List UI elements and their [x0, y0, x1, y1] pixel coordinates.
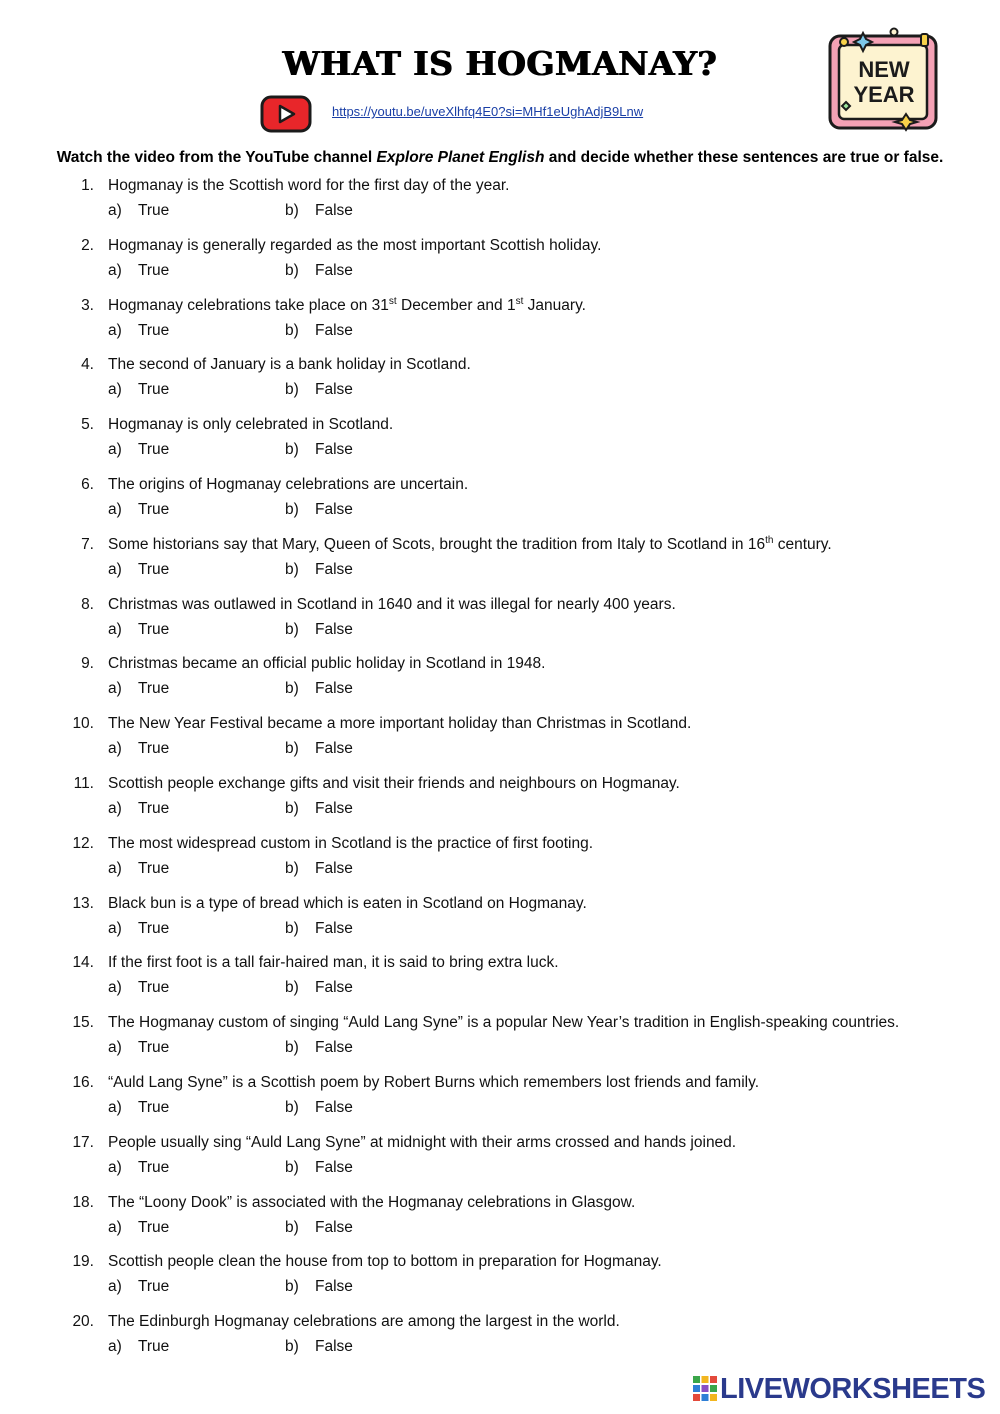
- option-true[interactable]: a) True: [108, 1098, 170, 1116]
- option-false[interactable]: b) False: [285, 859, 353, 877]
- page-title: WHAT IS HOGMANAY?: [282, 44, 718, 83]
- option-true[interactable]: a) True: [108, 740, 170, 758]
- question-number: 11.: [73, 774, 94, 792]
- question-number: 18.: [72, 1193, 94, 1211]
- question-number: 16.: [72, 1073, 94, 1091]
- question-item: [0, 176, 1000, 236]
- question-number: 14.: [72, 954, 94, 972]
- option-false[interactable]: b) False: [285, 1158, 353, 1176]
- question-text: The origins of Hogmanay celebrations are uncertain.: [108, 475, 469, 493]
- question-text: Hogmanay celebrations take place on 31st December and 1st January.: [108, 295, 586, 314]
- question-number: 3.: [81, 296, 94, 314]
- question-number: 9.: [81, 655, 94, 673]
- option-true[interactable]: a) True: [108, 799, 170, 817]
- option-false[interactable]: b) False: [285, 740, 353, 758]
- question-text: “Auld Lang Syne” is a Scottish poem by Robert Burns which remembers lost friends and family.: [108, 1073, 759, 1091]
- question-number: 5.: [81, 416, 94, 434]
- question-number: 12.: [72, 834, 94, 852]
- question-number: 8.: [81, 595, 94, 613]
- question-item: [0, 1133, 1000, 1193]
- question-item: [0, 894, 1000, 954]
- option-false[interactable]: b) False: [285, 1278, 353, 1296]
- question-item: [0, 475, 1000, 535]
- option-true[interactable]: a) True: [108, 261, 170, 279]
- option-false[interactable]: b) False: [285, 1098, 353, 1116]
- question-item: [0, 834, 1000, 894]
- question-number: 17.: [72, 1133, 94, 1151]
- question-number: 6.: [81, 475, 94, 493]
- option-false[interactable]: b) False: [285, 202, 353, 219]
- question-item: [0, 774, 1000, 834]
- question-item: [0, 654, 1000, 714]
- question-item: [0, 355, 1000, 415]
- question-item: [0, 1252, 1000, 1312]
- option-false[interactable]: b) False: [285, 500, 353, 518]
- question-item: [0, 595, 1000, 655]
- question-number: 7.: [81, 535, 94, 553]
- question-text: Christmas became an official public holiday in Scotland in 1948.: [108, 655, 546, 673]
- brand-name: LIVEWORKSHEETS: [720, 1372, 986, 1405]
- question-item: [0, 296, 1000, 356]
- question-item: [0, 1013, 1000, 1073]
- option-true[interactable]: a) True: [108, 1218, 170, 1236]
- question-item: [0, 535, 1000, 595]
- instructions: Watch the video from the YouTube channel Explore Planet English and decide whether these sentences are true or false.: [56, 149, 944, 166]
- option-true[interactable]: a) True: [108, 859, 170, 877]
- option-false[interactable]: b) False: [285, 321, 353, 339]
- question-text: Black bun is a type of bread which is eaten in Scotland on Hogmanay.: [108, 894, 587, 912]
- option-true[interactable]: a) True: [108, 979, 170, 997]
- option-false[interactable]: b) False: [285, 680, 353, 698]
- option-true[interactable]: a) True: [108, 1039, 170, 1057]
- option-false[interactable]: b) False: [285, 979, 353, 997]
- option-true[interactable]: a) True: [108, 620, 170, 638]
- video-link[interactable]: https://youtu.be/uveXlhfq4E0?si=MHf1eUghAdjB9Lnw: [332, 104, 644, 119]
- question-text: Hogmanay is only celebrated in Scotland.: [108, 416, 394, 434]
- option-false[interactable]: b) False: [285, 799, 353, 817]
- question-item: [0, 1193, 1000, 1253]
- question-text: Scottish people exchange gifts and visit their friends and neighbours on Hogmanay.: [108, 774, 680, 792]
- question-item: [0, 415, 1000, 475]
- question-number: 4.: [81, 356, 94, 374]
- option-true[interactable]: a) True: [108, 1158, 170, 1176]
- option-true[interactable]: a) True: [108, 381, 170, 399]
- question-text: The New Year Festival became a more important holiday than Christmas in Scotland.: [108, 715, 692, 733]
- question-text: People usually sing “Auld Lang Syne” at midnight with their arms crossed and hands joined.: [108, 1133, 737, 1151]
- option-true[interactable]: a) True: [108, 202, 170, 219]
- liveworksheets-brand: [692, 1372, 985, 1406]
- option-true[interactable]: a) True: [108, 1338, 170, 1356]
- option-true[interactable]: a) True: [108, 680, 170, 698]
- question-number: 13.: [72, 894, 94, 912]
- question-text: Christmas was outlawed in Scotland in 1640 and it was illegal for nearly 400 years.: [108, 595, 676, 613]
- option-true[interactable]: a) True: [108, 560, 170, 578]
- question-text: The most widespread custom in Scotland is the practice of first footing.: [108, 834, 594, 852]
- option-false[interactable]: b) False: [285, 919, 353, 937]
- badge-line-1: NEW: [858, 57, 910, 82]
- option-true[interactable]: a) True: [108, 441, 170, 459]
- option-true[interactable]: a) True: [108, 321, 170, 339]
- question-text: The Hogmanay custom of singing “Auld Lang Syne” is a popular New Year’s tradition in English-speaking countries.: [108, 1014, 900, 1032]
- question-number: 10.: [72, 715, 94, 733]
- question-item: [0, 1073, 1000, 1133]
- option-false[interactable]: b) False: [285, 1218, 353, 1236]
- question-text: The Edinburgh Hogmanay celebrations are among the largest in the world.: [108, 1313, 620, 1331]
- question-number: 20.: [72, 1313, 94, 1331]
- question-item: [0, 1312, 1000, 1372]
- youtube-play-icon[interactable]: [260, 95, 312, 133]
- liveworksheets-logo-icon: [692, 1375, 718, 1403]
- option-false[interactable]: b) False: [285, 620, 353, 638]
- question-text: The “Loony Dook” is associated with the Hogmanay celebrations in Glasgow.: [108, 1193, 636, 1211]
- question-number: 1.: [81, 177, 94, 194]
- option-true[interactable]: a) True: [108, 1278, 170, 1296]
- question-text: Scottish people clean the house from top to bottom in preparation for Hogmanay.: [108, 1253, 662, 1271]
- question-item: [0, 236, 1000, 296]
- question-text: Hogmanay is the Scottish word for the first day of the year.: [108, 177, 510, 194]
- question-number: 19.: [72, 1253, 94, 1271]
- question-text: Hogmanay is generally regarded as the most important Scottish holiday.: [108, 236, 602, 254]
- option-false[interactable]: b) False: [285, 560, 353, 578]
- option-true[interactable]: a) True: [108, 500, 170, 518]
- question-text: Some historians say that Mary, Queen of Scots, brought the tradition from Italy to Scotland in 16th century.: [108, 534, 832, 553]
- question-text: If the first foot is a tall fair-haired man, it is said to bring extra luck.: [108, 954, 559, 972]
- channel-name: Explore Planet English: [376, 149, 545, 166]
- option-false[interactable]: b) False: [285, 1039, 353, 1057]
- question-list: [0, 176, 1000, 1372]
- option-false[interactable]: b) False: [285, 1338, 353, 1356]
- badge-line-2: YEAR: [853, 82, 915, 107]
- question-item: [0, 953, 1000, 1013]
- question-number: 15.: [72, 1014, 94, 1032]
- option-true[interactable]: a) True: [108, 919, 170, 937]
- option-false[interactable]: b) False: [285, 381, 353, 399]
- option-false[interactable]: b) False: [285, 441, 353, 459]
- question-number: 2.: [81, 236, 94, 254]
- option-false[interactable]: b) False: [285, 261, 353, 279]
- question-text: The second of January is a bank holiday in Scotland.: [108, 356, 471, 374]
- question-item: [0, 714, 1000, 774]
- new-year-badge-icon: [822, 24, 942, 136]
